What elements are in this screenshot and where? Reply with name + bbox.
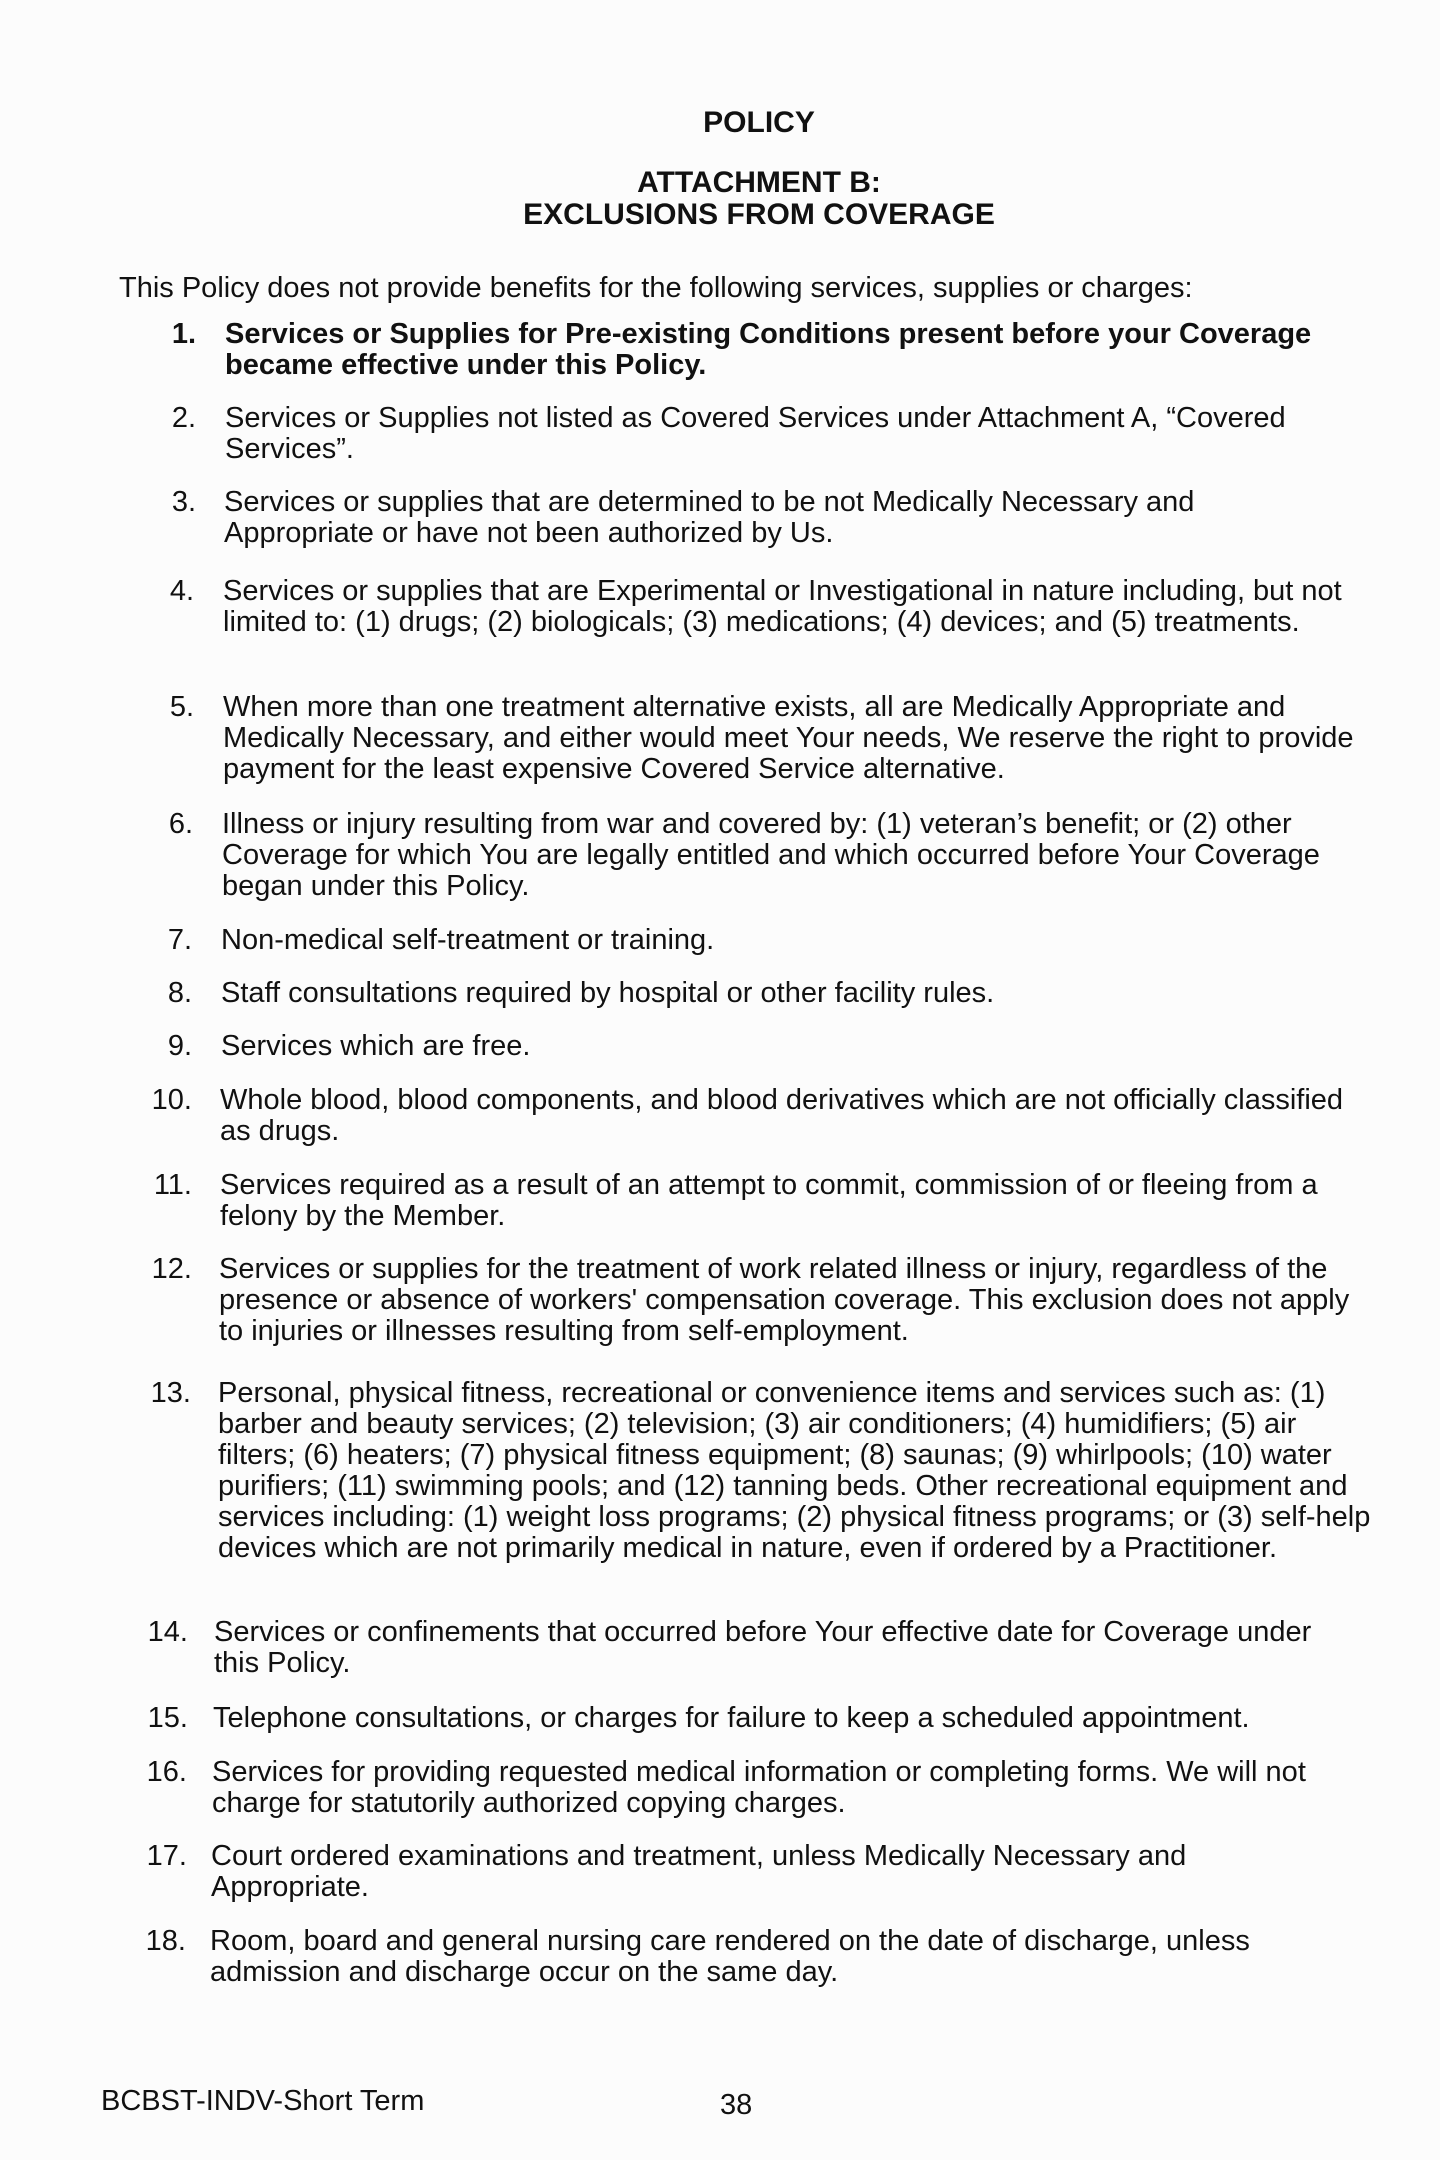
item-text: Whole blood, blood components, and blood derivatives which are not officially classified as drugs. <box>220 1084 1344 1147</box>
item-number: 4. <box>169 575 194 607</box>
item-text: Services or confinements that occurred before Your effective date for Coverage under this Policy. <box>214 1616 1312 1679</box>
item-text: Services which are free. <box>221 1030 531 1062</box>
item-text: Court ordered examinations and treatment, unless Medically Necessary and Appropriate. <box>211 1840 1187 1903</box>
item-text: Illness or injury resulting from war and covered by: (1) veteran’s benefit; or (2) other Coverage for which You are legally entitled and which occurred before Your Coverage began under this Policy. <box>222 808 1320 902</box>
page-number: 38 <box>720 2089 753 2121</box>
item-text: When more than one treatment alternative exists, all are Medically Appropriate and Medically Necessary, and either would meet Your needs, We reserve the right to provide payment for the least expensive Covered Service alternative. <box>223 691 1354 785</box>
item-number: 14. <box>147 1616 188 1648</box>
intro-paragraph: This Policy does not provide benefits for the following services, supplies or charges: <box>119 272 1193 304</box>
item-number: 3. <box>171 486 196 518</box>
item-number: 12. <box>151 1253 192 1285</box>
item-number: 15. <box>147 1702 188 1734</box>
item-number: 16. <box>146 1756 187 1788</box>
item-number: 18. <box>145 1925 186 1957</box>
item-text: Services or Supplies for Pre-existing Conditions present before your Coverage became effective under this Policy. <box>225 318 1312 381</box>
item-text: Services or supplies that are Experimental or Investigational in nature including, but not limited to: (1) drugs; (2) biologicals; (3) medications; (4) devices; and (5) treatments. <box>223 575 1342 638</box>
item-text: Telephone consultations, or charges for failure to keep a scheduled appointment. <box>213 1702 1250 1734</box>
item-number: 8. <box>167 977 192 1009</box>
item-number: 11. <box>153 1169 192 1201</box>
item-number: 6. <box>168 808 193 840</box>
item-text: Personal, physical fitness, recreational or convenience items and services such as: (1) barber and beauty services; (2) television; (3) air conditioners; (4) humidifiers; (5) air filters; (6) heaters; (7) physical fitness equipment; (8) saunas; (9) whirlpools; (10) water purifiers; (11) swimming pools; and (12) tanning beds. Other recreational equipment and services including: (1) weight loss programs; (2) physical fitness programs; or (3) self-help devices which are not primarily medical in nature, even if ordered by a Practitioner. <box>218 1377 1371 1564</box>
footer-document-id: BCBST-INDV-Short Term <box>101 2085 425 2117</box>
item-text: Services for providing requested medical information or completing forms. We will not charge for statutorily authorized copying charges. <box>212 1756 1306 1819</box>
item-text: Services or supplies for the treatment of work related illness or injury, regardless of the presence or absence of workers' compensation coverage. This exclusion does not apply to injuries or illnesses resulting from self-employment. <box>219 1253 1350 1347</box>
item-number: 5. <box>169 691 194 723</box>
page-title: POLICY <box>703 106 815 139</box>
item-text: Services or supplies that are determined to be not Medically Necessary and Appropriate or have not been authorized by Us. <box>224 486 1195 549</box>
item-text: Services required as a result of an attempt to commit, commission of or fleeing from a felony by the Member. <box>220 1169 1318 1232</box>
item-number: 13. <box>150 1377 191 1409</box>
item-number: 2. <box>171 402 196 434</box>
item-text: Staff consultations required by hospital or other facility rules. <box>221 977 995 1009</box>
item-text: Services or Supplies not listed as Covered Services under Attachment A, “Covered Services”. <box>225 402 1286 465</box>
attachment-heading: ATTACHMENT B: <box>637 166 881 199</box>
item-number: 1. <box>171 318 196 350</box>
section-heading: EXCLUSIONS FROM COVERAGE <box>523 198 995 231</box>
item-text: Room, board and general nursing care rendered on the date of discharge, unless admission and discharge occur on the same day. <box>210 1925 1250 1988</box>
item-number: 10. <box>151 1084 192 1116</box>
item-number: 9. <box>167 1030 192 1062</box>
item-number: 17. <box>146 1840 187 1872</box>
item-text: Non-medical self-treatment or training. <box>221 924 715 956</box>
item-number: 7. <box>167 924 192 956</box>
